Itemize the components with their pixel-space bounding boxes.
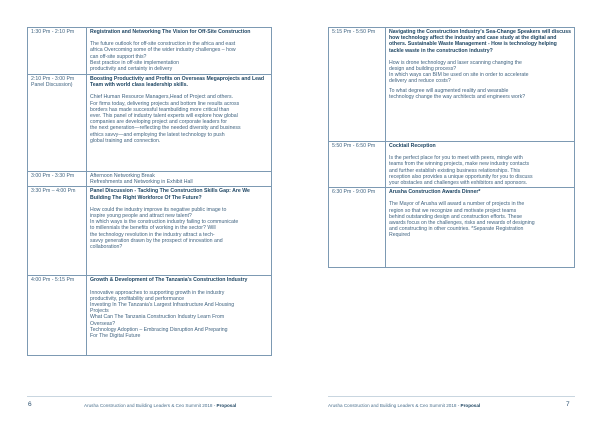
session-time: 6:30 Pm - 9:00 Pm — [329, 188, 386, 268]
session-text-line: delivery and reduce costs? — [389, 78, 451, 85]
agenda-row — [329, 188, 575, 268]
session-title: Navigating the Construction Industry's Sea-Change Speakers will discuss how technology affect the industry and case study at the digital and others. Sustainable Waste Management - How is technology helping tackle waste in the construction industry? — [389, 29, 571, 54]
session-text-line: and further establish existing business relationships. This — [389, 167, 521, 174]
session-title: Arusha Construction Awards Dinner* — [389, 189, 481, 196]
session-content — [87, 28, 272, 75]
session-time: 3:30 Pm – 4:00 Pm — [28, 187, 87, 276]
footer-rule-left — [27, 396, 272, 397]
page-number-right: 7 — [566, 401, 570, 408]
session-text-line: the next generation—reflecting the needed diversity and business — [90, 125, 241, 132]
session-content — [87, 187, 272, 276]
footer-bold-left: Proposal — [216, 403, 237, 408]
session-paragraph — [90, 41, 268, 72]
session-text-line: The Mayor of Arusha will award a number of projects in the — [389, 201, 525, 208]
session-content — [386, 188, 575, 268]
session-text-line: Overseas? — [90, 320, 116, 327]
agenda-table-left — [27, 27, 272, 356]
session-text-line: How could the industry improve its negative public image to — [90, 206, 227, 213]
footer-bold-right: Proposal — [460, 403, 481, 408]
page-number-left: 6 — [28, 401, 32, 408]
footer-text-left: Arusha Construction and Building Leaders & Ceo Summit 2018 - — [84, 403, 217, 408]
session-text-line: For firms today, delivering projects and bottom line results across — [90, 100, 240, 107]
agenda-table-right — [328, 27, 575, 268]
session-time: 5:15 Pm - 5:50 Pm — [329, 28, 386, 142]
session-text-line: Required — [389, 232, 411, 239]
session-paragraph — [389, 60, 571, 85]
session-text-line: awards focus on the challenges, risks and rewards of designing — [389, 220, 535, 227]
agenda-row — [28, 172, 272, 187]
session-text-line: africa Overcoming some of the wider industry challenges – how — [90, 47, 236, 54]
session-text-line: inspire young people and attract new talent? — [90, 213, 192, 220]
session-text-line: collaboration? — [90, 244, 123, 251]
session-text-line: your obstacles and challenges with exhibitors and sponsors. — [389, 180, 528, 187]
agenda-row — [28, 28, 272, 75]
session-text-line: behind outstanding design and construction efforts. These — [389, 213, 523, 220]
session-text-line: How is drone technology and laser scanning changing the — [389, 59, 522, 66]
session-text-line: productivity and certainty in delivery — [90, 66, 173, 73]
session-text-line: global training and connection. — [90, 137, 161, 144]
session-text-line: Best practice in off-site implementation — [90, 59, 179, 66]
session-content — [386, 142, 575, 188]
footer-rule-right — [328, 396, 575, 397]
session-time: 2:10 Pm - 3:00 Pm Panel Discussion) — [28, 75, 87, 172]
agenda-row — [329, 28, 575, 142]
session-text-line: region so that we recognize and motivate project teams — [389, 207, 517, 214]
session-text-line: The future outlook for off-site construction in the africa and east — [90, 41, 236, 48]
session-text-line: Refreshments and Networking in Exhibit Hall — [90, 179, 193, 186]
session-time: 4:00 Pm - 5:15 Pm — [28, 276, 87, 356]
session-text-line: Innovative approaches to supporting growth in the industry — [90, 289, 225, 296]
session-text-line: To what degree will augmented reality and wearable — [389, 87, 509, 94]
session-content — [87, 276, 272, 356]
session-paragraph — [389, 201, 571, 238]
session-text-line: teams from the winning projects, make new industry contacts — [389, 161, 530, 168]
session-text-line: companies are developing project and corporate leaders for — [90, 119, 227, 126]
session-text-line: reception also provides a unique opportunity for you to discuss — [389, 173, 533, 180]
session-text-line: savvy generation drawn by the prospect of innovation and — [90, 237, 223, 244]
session-paragraph — [389, 88, 571, 100]
right-page — [300, 0, 600, 424]
session-paragraph — [90, 94, 268, 144]
session-text-line: ever. This panel of industry talent experts will explore how global — [90, 113, 238, 120]
session-text-line: Investing In The Tanzania's Largest Infrastructure And Housing — [90, 302, 235, 309]
session-time: 5:50 Pm - 6:50 Pm — [329, 142, 386, 188]
session-text-line: the technology revolution in the industry attract a tech- — [90, 231, 215, 238]
agenda-row — [329, 142, 575, 188]
session-text-line: technology change the way architects and engineers work? — [389, 93, 526, 100]
session-content — [386, 28, 575, 142]
agenda-row — [28, 187, 272, 276]
session-text-line: to millennials the benefits of working in the sector? Will — [90, 225, 216, 232]
session-content — [87, 172, 272, 187]
session-content — [87, 75, 272, 172]
session-text-line: In which ways can BIM be used on site in order to accelerate — [389, 72, 529, 79]
session-text-line: Is the perfect place for you to meet with peers, mingle with — [389, 155, 523, 162]
session-time: 3:00 Pm - 3:30 Pm — [28, 172, 87, 187]
session-title: Panel Discussion - Tackling The Construction Skills Gap: Are We Building The Right Workforce Of The Future? — [90, 188, 250, 201]
session-text-line: productivity, profitability and performance — [90, 295, 185, 302]
session-text-line: borders has made successful teambuilding more critical than — [90, 106, 230, 113]
session-title: Boosting Productivity and Profits on Overseas Megaprojects and Lead Team with world class leadership skills. — [90, 76, 265, 89]
session-title: Cocktail Reception — [389, 143, 436, 149]
footer-text-right: Arusha Construction and Building Leaders & Ceo Summit 2018 - — [328, 403, 461, 408]
session-title: Registration and Networking The Vision for Off-Site Construction — [90, 29, 251, 35]
session-text-line: For The Digital Future — [90, 333, 141, 340]
session-text-line: design and building process? — [389, 66, 457, 73]
session-text-line: Chief Human Resource Managers,Head of Project and others. — [90, 94, 234, 101]
session-paragraph — [389, 155, 571, 186]
session-text-line: In which ways is the construction industry failing to communicate — [90, 219, 239, 226]
session-text-line: Projects — [90, 308, 109, 315]
session-paragraph — [90, 290, 268, 340]
footer-left — [84, 403, 236, 408]
session-text-line: can off-site support this? — [90, 53, 147, 60]
session-title: Growth & Development of The Tanzania's Construction Industry — [90, 277, 248, 284]
session-text-line: Technology Adoption – Embracing Disruption And Preparing — [90, 326, 228, 333]
session-time: 1:30 Pm - 2:10 Pm — [28, 28, 87, 75]
agenda-row — [28, 276, 272, 356]
session-paragraph — [90, 173, 268, 185]
footer-right — [328, 403, 480, 408]
agenda-row — [28, 75, 272, 172]
session-paragraph — [90, 207, 268, 250]
session-text-line: ethics savvy—and employing the latest technology to push — [90, 131, 225, 138]
session-text-line: and constructing in other countries. *Separate Registration — [389, 226, 524, 233]
session-text-line: What Can The Tanzania Construction Industry Learn From — [90, 314, 225, 321]
session-text-line: Afternoon Networking Break — [90, 173, 155, 179]
